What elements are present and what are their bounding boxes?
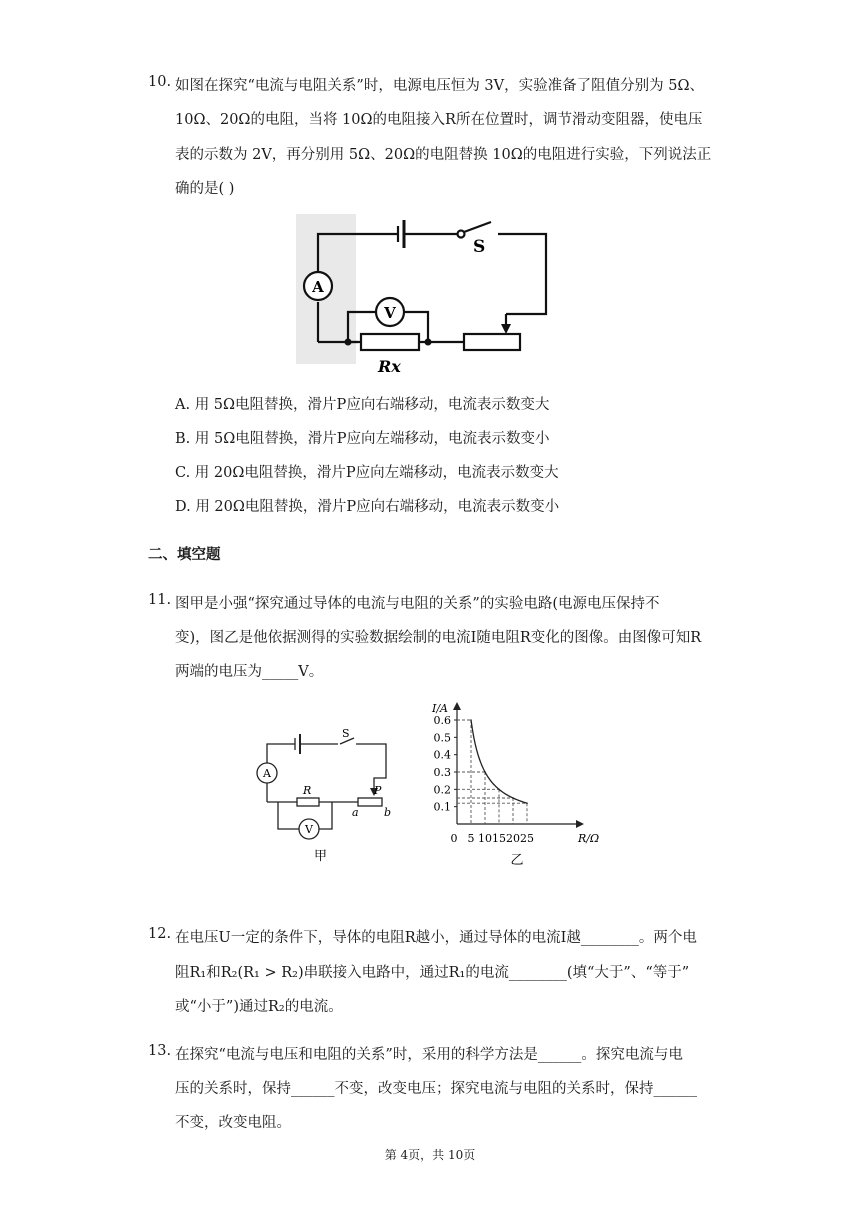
question-number: 12. [148,926,172,942]
option-a: A. 用 5Ω电阻替换，滑片P应向右端移动，电流表示数变大 [175,397,550,413]
question-text-line: 压的关系时，保持______不变，改变电压；探究电流与电阻的关系时，保持______ [175,1081,697,1097]
y-tick-label: 0.5 [433,731,451,745]
x-axis-arrow [576,820,584,828]
graph-current-vs-resistance [420,696,620,868]
voltmeter-label: V [384,304,396,322]
data-point [470,719,472,721]
data-point [498,789,500,791]
question-text-line: 两端的电压为_____V。 [175,664,324,680]
y-tick-label: 0.2 [433,783,451,797]
y-tick-label: 0.1 [433,800,451,814]
x-tick-label: 15 [492,832,506,845]
y-axis-label: I/A [432,702,448,715]
resistor-label: Rx [378,357,401,376]
voltmeter-label: V [305,823,313,836]
question-number: 10. [148,74,172,90]
question-text-line: 10Ω、20Ω的电阻，当将 10Ω的电阻接入R所在位置时，调节滑动变阻器，使电压 [175,112,703,128]
data-point [512,797,514,799]
question-text-line: 确的是( ) [175,181,235,197]
question-text-line: 如图在探究“电流与电阻关系”时，电源电压恒为 3V，实验准备了阻值分别为 5Ω、 [175,78,704,94]
x-tick-label: 5 [467,832,475,845]
y-tick-label: 0.6 [433,714,451,727]
question-text-line: 图甲是小强“探究通过导体的电流与电阻的关系”的实验电路(电源电压保持不 [175,596,660,612]
y-tick-label: 0.4 [433,748,451,762]
figure-caption: 甲 [314,849,328,864]
switch-label: S [342,727,350,740]
x-tick-label: 20 [506,832,520,845]
option-d: D. 用 20Ω电阻替换，滑片P应向右端移动，电流表示数变小 [175,499,560,515]
x-axis-label: R/Ω [578,832,600,845]
origin-label: 0 [450,832,458,845]
option-b: B. 用 5Ω电阻替换，滑片P应向左端移动，电流表示数变小 [175,431,550,447]
question-text-line: 或“小于”)通过R₂的电流。 [175,999,343,1015]
circuit-diagram-q10 [296,214,554,376]
x-tick-label: 10 [478,832,492,845]
question-number: 11. [148,592,172,608]
question-text-line: 不变，改变电阻。 [175,1115,291,1131]
option-c: C. 用 20Ω电阻替换，滑片P应向左端移动，电流表示数变大 [175,465,559,481]
question-text-line: 在探究“电流与电压和电阻的关系”时，采用的科学方法是______。探究电流与电 [175,1047,683,1063]
question-text-line: 在电压U一定的条件下，导体的电阻R越小，通过导体的电流I越________。两个电 [175,930,697,946]
page-footer: 第 4页，共 10页 [384,1148,476,1162]
question-number: 13. [148,1043,172,1059]
ammeter-label: A [312,278,324,296]
data-point [526,802,528,804]
slider-label: P [374,784,382,797]
y-axis-arrow [453,702,461,710]
question-text-line: 表的示数为 2V，再分别用 5Ω、20Ω的电阻替换 10Ω的电阻进行实验，下列说法正 [175,147,712,163]
end-b-label: b [384,806,392,819]
circuit-diagram-jia [250,726,410,866]
x-tick-label: 25 [520,832,534,845]
ammeter-label: A [263,767,271,780]
question-text-line: 变)，图乙是他依据测得的实验数据绘制的电流I随电阻R变化的图像。由图像可知R [175,630,702,646]
data-point [484,771,486,773]
switch-label: S [473,237,486,257]
end-a-label: a [352,806,359,819]
question-text-line: 阻R₁和R₂(R₁ > R₂)串联接入电路中，通过R₁的电流________(填“大于”、“等于” [175,965,690,981]
section-title: 二、填空题 [148,547,221,563]
resistor-label: R [303,784,312,797]
y-tick-label: 0.3 [433,766,451,779]
figure-caption: 乙 [510,853,524,868]
